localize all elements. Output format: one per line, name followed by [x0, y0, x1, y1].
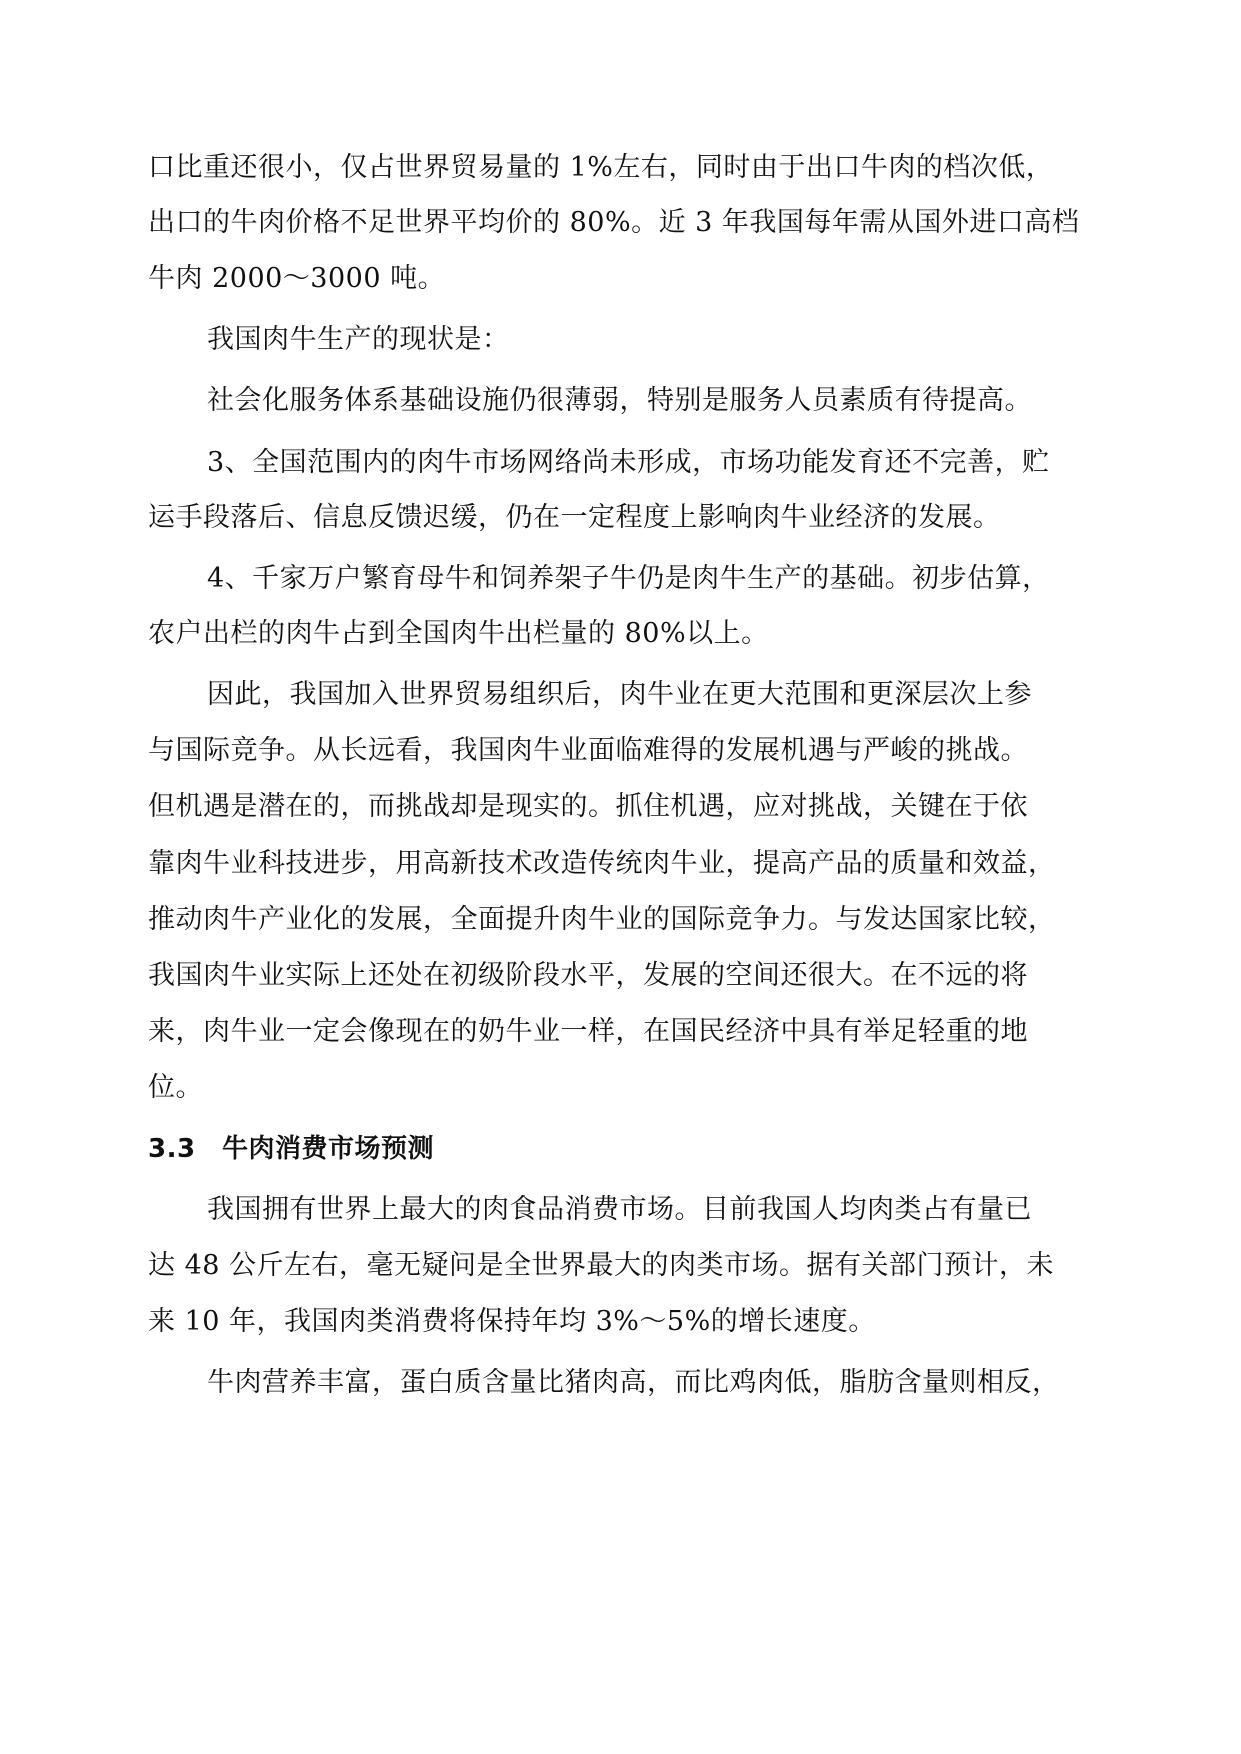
body-text-line: 4、千家万户繁育母牛和饲养架子牛仍是肉牛生产的基础。初步估算， — [207, 563, 1050, 594]
body-text-line: 靠肉牛业科技进步，用高新技术改造传统肉牛业，提高产品的质量和效益， — [148, 848, 1056, 879]
body-text-line: 因此，我国加入世界贸易组织后，肉牛业在更大范围和更深层次上参 — [207, 679, 1032, 710]
body-text-line: 农户出栏的肉牛占到全国肉牛出栏量的 80%以上。 — [148, 618, 769, 649]
body-text-line: 达 48 公斤左右，毫无疑问是全世界最大的肉类市场。据有关部门预计，未 — [148, 1250, 1055, 1281]
body-text-line: 我国肉牛业实际上还处在初级阶段水平，发展的空间还很大。在不远的将 — [148, 960, 1028, 991]
body-text-line: 运手段落后、信息反馈迟缓，仍在一定程度上影响肉牛业经济的发展。 — [148, 502, 1001, 533]
body-text-line: 社会化服务体系基础设施仍很薄弱，特别是服务人员素质有待提高。 — [207, 385, 1032, 416]
body-text-line: 推动肉牛产业化的发展，全面提升肉牛业的国际竞争力。与发达国家比较， — [148, 904, 1056, 935]
body-text-line: 与国际竞争。从长远看，我国肉牛业面临难得的发展机遇与严峻的挑战。 — [148, 735, 1028, 766]
body-text-line: 3、全国范围内的肉牛市场网络尚未形成，市场功能发育还不完善，贮 — [207, 447, 1050, 478]
section-heading: 3.3 牛肉消费市场预测 — [148, 1134, 435, 1164]
body-text-line: 但机遇是潜在的，而挑战却是现实的。抓住机遇，应对挑战，关键在于依 — [148, 791, 1028, 822]
body-text-line: 来，肉牛业一定会像现在的奶牛业一样，在国民经济中具有举足轻重的地 — [148, 1016, 1028, 1047]
body-text-line: 我国拥有世界上最大的肉食品消费市场。目前我国人均肉类占有量已 — [207, 1194, 1032, 1225]
body-text-line: 来 10 年，我国肉类消费将保持年均 3%～5%的增长速度。 — [148, 1306, 876, 1337]
body-text-line: 口比重还很小，仅占世界贸易量的 1%左右，同时由于出口牛肉的档次低， — [148, 152, 1054, 183]
body-text-line: 牛肉 2000～3000 吨。 — [148, 263, 446, 294]
body-text-line: 牛肉营养丰富，蛋白质含量比猪肉高，而比鸡肉低，脂肪含量则相反， — [207, 1367, 1060, 1398]
body-text-line: 位。 — [148, 1072, 203, 1103]
body-text-line: 我国肉牛生产的现状是： — [207, 324, 510, 355]
body-text-line: 出口的牛肉价格不足世界平均价的 80%。近 3 年我国每年需从国外进口高档 — [148, 207, 1080, 238]
